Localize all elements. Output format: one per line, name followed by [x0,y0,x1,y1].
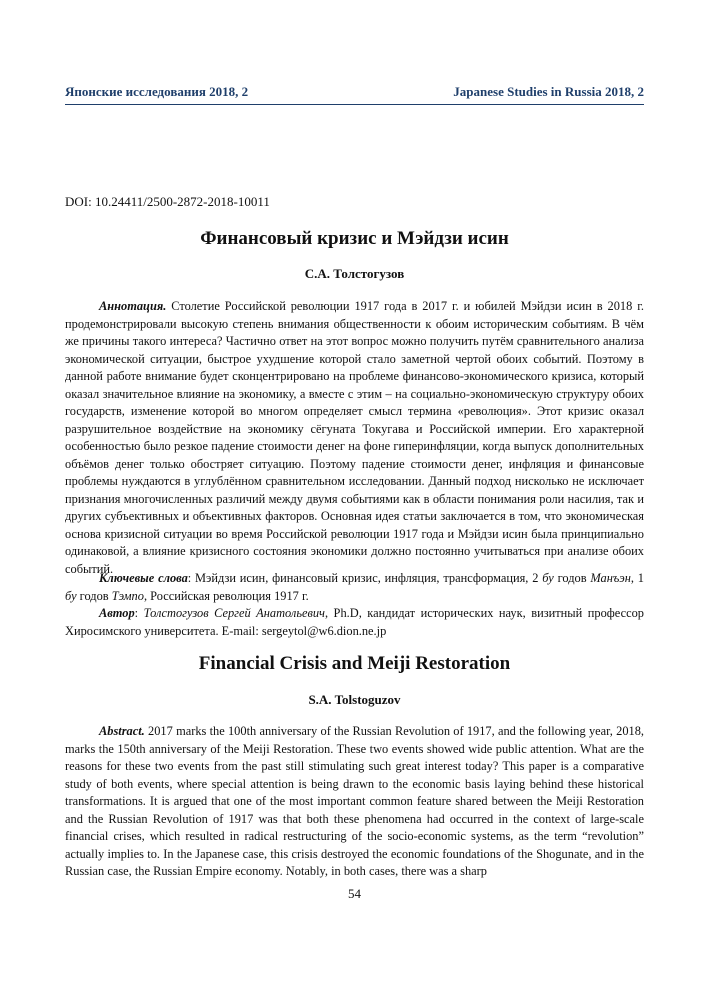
ru-keywords-text: : Мэйдзи исин, финансовый кризис, инфляция, трансформация, 2 [187,571,543,585]
ru-keywords-term: Манъэн [590,571,631,585]
ru-keywords-text: годов [76,588,112,603]
ru-keywords-term: бу [65,588,77,603]
ru-keywords-label: Ключевые слова [99,571,188,585]
page-number: 54 [348,886,361,901]
ru-author: С.А. Толстогузов [304,266,405,281]
en-abstract-label: Abstract. [99,724,145,738]
ru-abstract [65,298,644,578]
doi[interactable]: DOI: 10.24411/2500-2872-2018-10011 [65,194,270,209]
en-title: Financial Crisis and Meiji Restoration [198,653,511,674]
header-left: Японские исследования 2018, 2 [65,84,249,99]
ru-keywords [65,570,644,605]
ru-author-name: Толстогузов Сергей Анатольевич [143,606,325,620]
ru-abstract-text: Столетие Российской революции 1917 года в 2017 г. и юбилей Мэйдзи исин в 2018 г. продемонстрировали высокую степень внимания общественности к обоим историческим событиям. В чём же причины такого интереса? Частично ответ на этот вопрос можно получить путём сравнительного анализа экономической ситуации, быстрое ухудшение которой стало заметной чертой обоих событий. Поэтому в данной работе внимание будет сконцентрировано на проблеме финансово-экономического кризиса, который оказал значительное влияние на экономику, а вместе с этим – на социально-экономическую структуру обоих государств, изменение которой во многом определяет смысл термина «революция». Этот кризис оказал разрушительное воздействие на экономику сёгуната Токугава и Российской империи. Его характерной особенностью было резкое падение стоимости денег на фоне гиперинфляции, когда выпуск дополнительных объёмов денег только обостряет ситуацию. Поэтому падение стоимости денег, инфляция и финансовые проблемы нуждаются в углублённом сравнительном исследовании. Данный подход нисколько не исключает признания многочисленных различий между двумя событиями как в области понимания роли насилия, так и других субъективных и объективных факторов. Основная идея статьи заключается в том, что экономическая основа кризисной ситуации во время Российской революции 1917 года и Мэйдзи исин была принципиально одинаковой, а влияние кризисного состояния экономики должно постоянно учитываться при анализе обоих событий. [65,299,644,576]
ru-author-text: , Ph.D, кандидат исторических наук, визитный профессор Хиросимского университета. E-mail: sergeytol@w6.dion.ne.jp [65,606,645,638]
ru-author-label: Автор [99,606,135,620]
en-abstract-text: 2017 marks the 100th anniversary of the Russian Revolution of 1917, and the following year, 2018, marks the 150th anniversary of the Meiji Restoration. These two events showed wide public attention. What are the reasons for these two events from the past still stimulating such great interest today? This paper is a comparative study of both events, where special attention is being drawn to the economic basis laying behind these historical transformations. It is argued that one of the most important common feature shared between the Meiji Restoration and the Russian Revolution of 1917 was that both these phenomena had occurred in the context of large-scale financial crises, which resulted in radical restructuring of the socio-economic systems, as the term “revolution” actually implies to. In the Japanese case, this crisis destroyed the economic foundations of the Shogunate, and in the Russian case, the Russian Empire economy. Notably, in both cases, there was a sharp [65,724,644,878]
en-author: S.A. Tolstoguzov [308,692,401,707]
ru-abstract-label: Аннотация. [99,299,167,313]
ru-keywords-term: бу [542,571,554,585]
ru-author-text: : [134,606,144,620]
ru-keywords-text: годов [553,571,591,585]
ru-author-info [65,605,644,640]
header-right: Japanese Studies in Russia 2018, 2 [453,84,644,99]
ru-keywords-text: , Российская революция 1917 г. [143,588,309,603]
en-abstract [65,723,644,881]
ru-keywords-term: Тэмпо [111,588,144,603]
ru-keywords-text: , 1 [630,571,645,585]
ru-title: Финансовый кризис и Мэйдзи исин [200,228,509,249]
running-header [65,82,644,105]
